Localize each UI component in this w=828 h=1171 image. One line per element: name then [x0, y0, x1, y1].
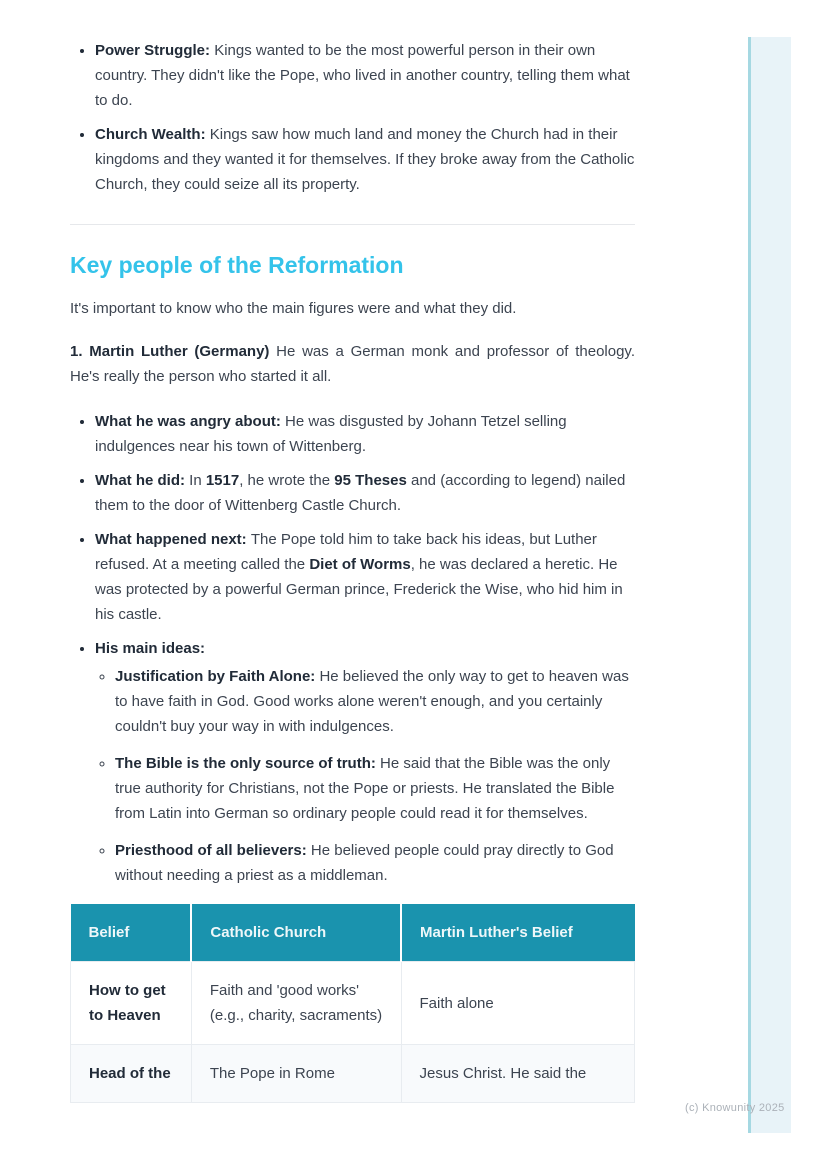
martin-luther-paragraph: 1. Martin Luther (Germany) He was a German monk and professor of theology. He's really the person who started it all. [70, 343, 635, 385]
main-ideas-label: His main ideas: [95, 640, 206, 657]
belief-comparison-table [70, 904, 635, 1103]
page-content [70, 0, 635, 1130]
reasons-bullet-list [70, 38, 635, 197]
table-row [71, 1045, 635, 1103]
list-item: • What he was angry about: He was disgusted by Johann Tetzel selling indulgences near his town of Wittenberg. [95, 409, 635, 459]
sub-list-item: ◦ The Bible is the only source of truth: He said that the Bible was the only true authority for Christians, not the Pope or priests. He translated the Bible from Latin into German so ordinary people could read it for themselves. [115, 751, 635, 826]
list-item: • Church Wealth: Kings saw how much land and money the Church had in their kingdoms and they wanted it for themselves. If they broke away from the Catholic Church, they could seize all its property. [95, 122, 635, 197]
watermark-text: (c) Knowunity 2025 [685, 1102, 785, 1114]
table-cell: Head of the [71, 1045, 192, 1103]
main-ideas-sublist [95, 664, 635, 888]
table-header-martin-luthers-belief: Martin Luther's Belief [401, 904, 634, 962]
sub-list-item: ◦ Justification by Faith Alone: He believed the only way to get to heaven was to have faith in God. Good works alone weren't enough, and you certainly couldn't buy your way in with indulgences. [115, 664, 635, 739]
table-cell: How to get to Heaven [71, 962, 192, 1045]
section-intro-paragraph: It's important to know who the main figures were and what they did. [70, 300, 517, 317]
table-header-belief: Belief [71, 904, 192, 962]
list-item-main-ideas [95, 636, 635, 888]
table-row [71, 962, 635, 1045]
table-cell: Faith and 'good works' (e.g., charity, sacraments) [191, 962, 401, 1045]
sub-list-item: ◦ Priesthood of all believers: He believed people could pray directly to God without needing a priest as a middleman. [115, 838, 635, 888]
table-header-catholic-church: Catholic Church [191, 904, 401, 962]
list-item: • What he did: In 1517, he wrote the 95 Theses and (according to legend) nailed them to the door of Wittenberg Castle Church. [95, 468, 635, 518]
list-item: • Power Struggle: Kings wanted to be the most powerful person in their own country. They didn't like the Pope, who lived in another country, telling them what to do. [95, 38, 635, 113]
table-cell: Jesus Christ. He said the [401, 1045, 634, 1103]
table-cell: The Pope in Rome [191, 1045, 401, 1103]
section-divider [70, 224, 635, 225]
right-scrollbar[interactable] [748, 37, 791, 1133]
table-header-row [71, 904, 635, 962]
list-item: • What happened next: The Pope told him to take back his ideas, but Luther refused. At a meeting called the Diet of Worms, he was declared a heretic. He was protected by a powerful German prince, Frederick the Wise, who hid him in his castle. [95, 527, 635, 627]
table-cell: Faith alone [401, 962, 634, 1045]
section-heading: Key people of the Reformation [70, 252, 404, 278]
luther-bullet-list [70, 409, 635, 888]
